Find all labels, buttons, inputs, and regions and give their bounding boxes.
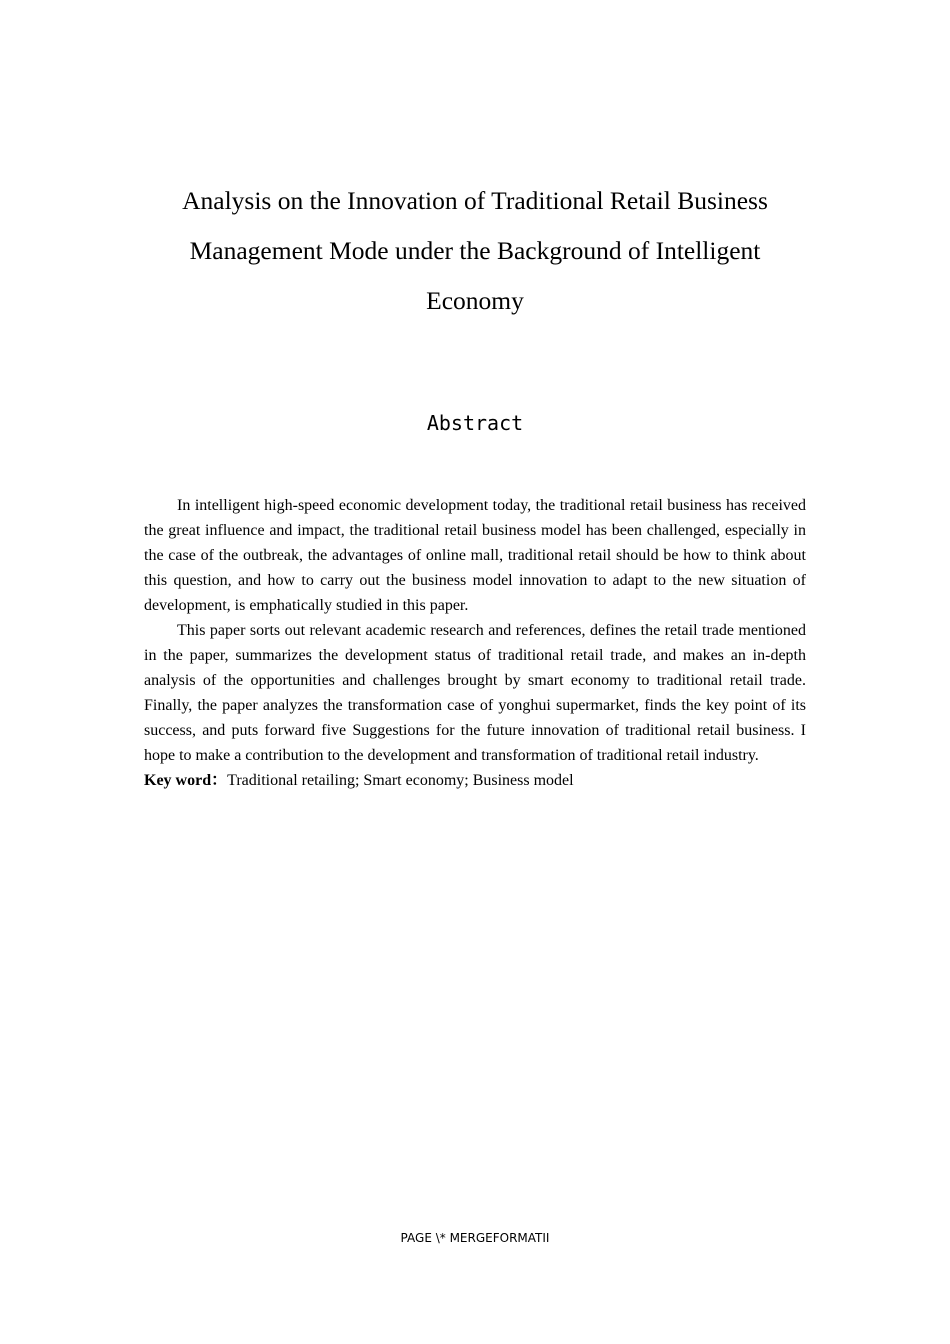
title-line-3: Economy (426, 286, 524, 315)
paper-title (144, 176, 806, 326)
title-line-1: Analysis on the Innovation of Traditional Retail Business (182, 186, 768, 215)
abstract-heading: Abstract (426, 411, 524, 435)
abstract-paragraph-2: This paper sorts out relevant academic research and references, defines the retail trade mentioned in the paper, summarizes the development status of traditional retail trade, and makes an in-depth analysis of the opportunities and challenges brought by smart economy to traditional retail trade. Finally, the paper analyzes the transformation case of yonghui supermarket, finds the key point of its success, and puts forward five Suggestions for the future innovation of traditional retail business. I hope to make a contribution to the development and transformation of traditional retail industry. (144, 622, 806, 764)
abstract-paragraph-1: In intelligent high-speed economic development today, the traditional retail business has received the great influence and impact, the traditional retail business model has been challenged, especially in the case of the outbreak, the advantages of online mall, traditional retail should be how to think about this question, and how to carry out the business model innovation to adapt to the new situation of development, is emphatically studied in this paper. (144, 497, 806, 614)
keywords-label: Key word： (144, 772, 228, 789)
page-footer: PAGE \* MERGEFORMATII (400, 1231, 550, 1245)
keywords-line (144, 768, 806, 793)
title-line-2: Management Mode under the Background of Intelligent (189, 236, 761, 265)
abstract-body (144, 493, 806, 793)
keywords-text: Traditional retailing; Smart economy; Business model (227, 772, 574, 789)
